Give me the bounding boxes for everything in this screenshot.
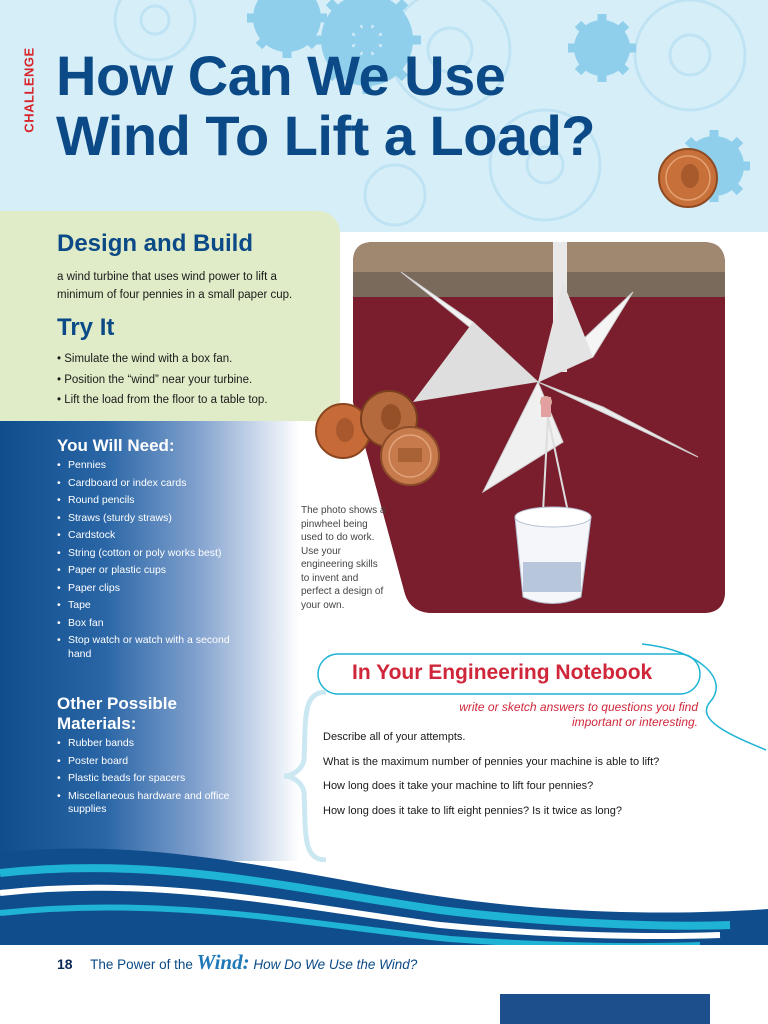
list-item: • Miscellaneous hardware and office supplies <box>57 790 247 817</box>
list-item: • Position the “wind” near your turbine. <box>57 370 327 391</box>
challenge-label: CHALLENGE <box>21 47 37 133</box>
next-page-strip <box>500 994 710 1024</box>
list-item: • Paper clips <box>57 582 247 596</box>
list-item: • Round pencils <box>57 494 247 508</box>
try-it-list <box>57 349 327 411</box>
try-it-heading: Try It <box>57 314 115 341</box>
list-item: • Stop watch or watch with a second hand <box>57 634 247 661</box>
list-item: • Poster board <box>57 755 247 769</box>
penny-icon <box>310 386 445 491</box>
list-item: • Rubber bands <box>57 737 247 751</box>
list-item: • Simulate the wind with a box fan. <box>57 349 327 370</box>
wave-decoration <box>0 835 768 945</box>
other-materials-heading: Other Possible Materials: <box>57 694 177 733</box>
challenge-tag <box>14 40 44 140</box>
list-item: • Box fan <box>57 617 247 631</box>
list-item: • Pennies <box>57 459 247 473</box>
you-will-need-list <box>57 459 247 665</box>
list-item: Describe all of your attempts. <box>323 731 466 743</box>
other-materials-list <box>57 737 247 821</box>
list-item: • Lift the load from the floor to a table top. <box>57 390 327 411</box>
list-item: • Paper or plastic cups <box>57 564 247 578</box>
page-number: 18 <box>57 956 73 972</box>
list-item: • Tape <box>57 599 247 613</box>
list-item: • Straws (sturdy straws) <box>57 512 247 526</box>
list-item: • Plastic beads for spacers <box>57 772 247 786</box>
footer-text: The Power of the <box>90 957 193 972</box>
title-line-2: Wind To Lift a Load? <box>56 104 596 167</box>
footer-wind-word: Wind: <box>196 950 250 974</box>
page-title <box>56 46 706 166</box>
notebook-questions <box>323 729 743 827</box>
list-item: How long does it take to lift eight pennies? Is it twice as long? <box>323 804 623 817</box>
penny-icon <box>656 146 720 210</box>
page-footer <box>57 950 417 972</box>
you-will-need-heading: You Will Need: <box>57 436 175 455</box>
photo-caption: The photo shows a pinwheel being used to do work. Use your engineering skills to invent and perfect a design of your own. <box>301 505 386 611</box>
list-item: • String (cotton or poly works best) <box>57 547 247 561</box>
list-item: • Cardstock <box>57 529 247 543</box>
notebook-note: write or sketch answers to questions you find important or interesting. <box>459 700 698 729</box>
list-item: What is the maximum number of pennies your machine is able to lift? <box>323 755 660 768</box>
list-item: • Cardboard or index cards <box>57 477 247 491</box>
design-text: a wind turbine that uses wind power to lift a minimum of four pennies in a small paper cup. <box>57 271 293 301</box>
title-line-1: How Can We Use <box>56 44 506 107</box>
notebook-title: In Your Engineering Notebook <box>352 661 653 684</box>
footer-subtitle: How Do We Use the Wind? <box>253 957 418 972</box>
design-heading: Design and Build <box>57 230 254 257</box>
list-item: How long does it take your machine to lift four pennies? <box>323 780 594 792</box>
